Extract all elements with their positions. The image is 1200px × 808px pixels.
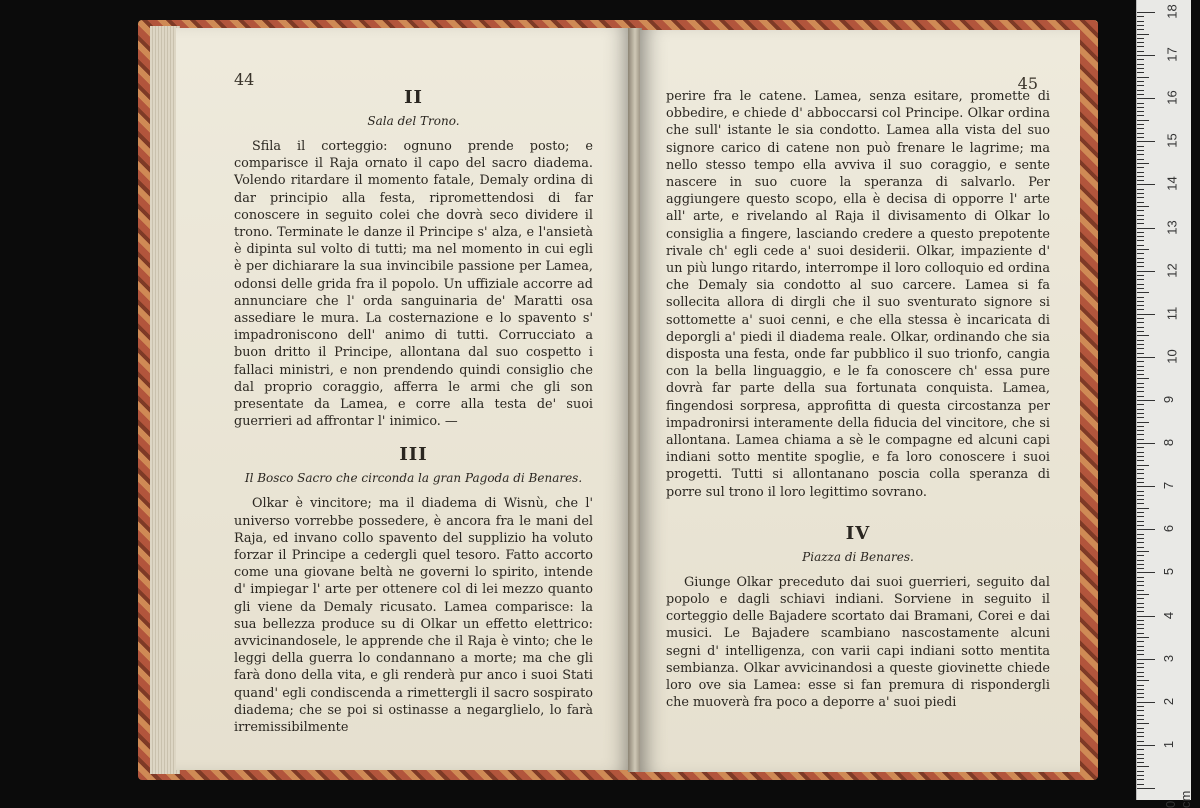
ruler-tick	[1137, 736, 1144, 737]
ruler-tick	[1137, 482, 1144, 483]
ruler-label: 16	[1164, 90, 1180, 105]
ruler-label: 7	[1161, 482, 1177, 490]
page-number: 44	[234, 70, 255, 89]
ruler-tick	[1137, 322, 1144, 323]
ruler-tick	[1137, 723, 1149, 724]
ruler-tick	[1137, 788, 1155, 789]
section-text: Sfila il corteggio: ognuno prende posto; e comparisce il Raja ornato il capo del sacro diadema. Volendo ritardare il momento fatale, Demaly ordina di dar principio alla festa, ripromettendosi di far conoscere in seguito colei che dovrà seco dividere il trono. Terminate le danze il Principe s' alza, e l'ansietà è dipinta sul volto di tutti; ma nel momento in cui egli è per dichiarare la sua invincibile passione per Lamea, odonsi delle grida fra il popolo. Un uffiziale accorre ad annunciare che l' orda sanguinaria de' Maratti osa assediare le mura. La costernazione e lo spavento s' impadroniscono dell' animo di tutti. Corrucciato a buon dritto il Principe, allontana dal suo cospetto i fallaci ministri, e non prendendo quindi consiglio che dal proprio coraggio, afferra le armi che gli son presentate da Lamea, e corre alla testa de' suoi guerrieri ad affrontar l' inimico. —	[234, 139, 593, 430]
ruler-tick	[1137, 184, 1155, 185]
ruler-tick	[1137, 784, 1144, 785]
ruler-tick	[1137, 167, 1144, 168]
ruler-tick	[1137, 603, 1144, 604]
ruler-tick	[1137, 240, 1144, 241]
section-text: Olkar è vincitore; ma il diadema di Wisnù, che l' universo vorrebbe possedere, è ancora fra le mani del Raja, ed invano collo spavento del supplizio ha voluto forzar il Principe a cedergli quel tesoro. Fatto accorto come una giovane beltà ne governi lo spirito, intende d' impiegar l' arte per ottenere col di lei mezzo quanto gli viene da Demaly ricusato. Lamea comparisce: la sua bellezza produce su di Olkar un effetto elettrico: avvicinandosele, le apprende che il Raja è vinto; che le leggi della guerra lo condannano a morte; ma che gli farà dono della vita, e gli renderà pur anco i suoi Stati quand' egli condiscenda a rimettergli il sacro sospirato diadema; che se poi si ostinasse a negarglielo, lo farà irremissibilmente	[234, 496, 593, 736]
ruler-tick	[1137, 616, 1155, 617]
ruler-tick	[1137, 512, 1144, 513]
ruler-tick	[1137, 620, 1144, 621]
ruler-tick	[1137, 253, 1144, 254]
ruler-label: 3	[1161, 654, 1177, 662]
ruler-tick	[1137, 547, 1144, 548]
ruler-tick	[1137, 146, 1144, 147]
ruler-label: 17	[1164, 47, 1180, 62]
ruler-tick	[1137, 141, 1155, 142]
ruler-tick	[1137, 473, 1144, 474]
ruler-tick	[1137, 297, 1144, 298]
ruler-tick	[1137, 667, 1144, 668]
ruler-tick	[1137, 120, 1149, 121]
ruler-tick	[1137, 508, 1149, 509]
ruler-tick	[1137, 210, 1144, 211]
ruler-tick	[1137, 133, 1144, 134]
left-page	[176, 28, 631, 770]
ruler-tick	[1137, 29, 1144, 30]
ruler-tick	[1137, 327, 1144, 328]
ruler-tick	[1137, 55, 1155, 56]
right-page	[640, 30, 1080, 772]
ruler-tick	[1137, 499, 1144, 500]
ruler-tick	[1137, 77, 1149, 78]
ruler-tick	[1137, 197, 1144, 198]
ruler-tick	[1137, 249, 1149, 250]
ruler-tick	[1137, 542, 1144, 543]
ruler-tick	[1137, 741, 1144, 742]
measurement-ruler	[1136, 0, 1193, 808]
ruler-tick	[1137, 434, 1144, 435]
ruler-tick	[1137, 754, 1144, 755]
ruler-label: 15	[1164, 133, 1180, 149]
ruler-tick	[1137, 38, 1144, 39]
ruler-tick	[1137, 245, 1144, 246]
ruler-tick	[1137, 650, 1144, 651]
ruler-tick	[1137, 107, 1144, 108]
ruler-label: 1	[1161, 740, 1177, 748]
ruler-tick	[1137, 219, 1144, 220]
ruler-tick	[1137, 465, 1149, 466]
ruler-tick	[1137, 478, 1144, 479]
ruler-tick	[1137, 335, 1149, 336]
ruler-label: 2	[1161, 697, 1177, 705]
ruler-tick	[1137, 641, 1144, 642]
ruler-label: 10	[1164, 349, 1180, 364]
ruler-tick	[1137, 710, 1144, 711]
ruler-tick	[1137, 223, 1144, 224]
ruler-tick	[1137, 719, 1144, 720]
ruler-tick	[1137, 426, 1144, 427]
ruler-tick	[1137, 728, 1144, 729]
ruler-tick	[1137, 577, 1144, 578]
ruler-tick	[1137, 228, 1155, 229]
ruler-label: 11	[1164, 306, 1180, 321]
ruler-tick	[1137, 366, 1144, 367]
ruler-tick	[1137, 262, 1144, 263]
ruler-tick	[1137, 732, 1144, 733]
ruler-tick	[1137, 758, 1144, 759]
ruler-tick	[1137, 21, 1144, 22]
ruler-tick	[1137, 607, 1144, 608]
ruler-tick	[1137, 422, 1149, 423]
ruler-tick	[1137, 430, 1144, 431]
ruler-tick	[1137, 637, 1149, 638]
ruler-tick	[1137, 585, 1144, 586]
ruler-tick	[1137, 624, 1144, 625]
ruler-tick	[1137, 391, 1144, 392]
ruler-tick	[1137, 572, 1155, 573]
ruler-tick	[1137, 598, 1144, 599]
ruler-tick	[1137, 288, 1144, 289]
ruler-tick	[1137, 564, 1144, 565]
ruler-tick	[1137, 42, 1144, 43]
ruler-tick	[1137, 702, 1155, 703]
ruler-label: 14	[1164, 176, 1180, 192]
ruler-tick	[1137, 706, 1144, 707]
ruler-tick	[1137, 594, 1149, 595]
ruler-tick	[1137, 128, 1144, 129]
continuation-text: perire fra le catene. Lamea, senza esitare, promette di obbedire, e chiede d' abboccarsi col Principe. Olkar ordina che sull' istante le sia condotto. Lamea alla vista del suo signore carico di catene non può frenare le lagrime; ma nello stesso tempo ella avviva il suo coraggio, e sente nascere in suo cuore la speranza di salvarlo. Per aggiungere questo scopo, ella è decisa di opporre l' arte all' arte, e rivelando al Raja il divisamento di Olkar lo consiglia a fingere, lasciando credere a questo prepotente rivale ch' egli cede a' suoi desiderii. Olkar, impaziente d' un più lungo ritardo, interrompe il loro colloquio ed ordina che Demaly sia condotto al suo carcere. Lamea si fa sollecita allora di dirgli che il suo sventurato signore si sottomette a' suoi cenni, e che ella stessa è incaricata di deporgli a' piedi il diadema reale. Olkar, ordinando che sia disposta una festa, onde far pubblico il suo trionfo, cangia con la bella linguaggio, e le fa conoscere ch' essa pure dovrà far parte della sua fortunata conquista. Lamea, fingendosi sorpresa, approfitta di questa circostanza per impadronirsi interamente della fiducia del vincitore, che si allontana. Lamea chiama a sè le compagne ed alcuni capi indiani sotto mentite spoglie, e fa loro conoscere i suoi progetti. Tutti si allontanano poscia colla speranza di porre sul trono il loro legittimo sovrano.	[666, 89, 1050, 500]
ruler-tick	[1137, 172, 1144, 173]
ruler-tick	[1137, 232, 1144, 233]
ruler-tick	[1137, 81, 1144, 82]
ruler-tick	[1137, 271, 1155, 272]
ruler-label: 6	[1161, 525, 1177, 533]
ruler-tick	[1137, 396, 1144, 397]
ruler-tick	[1137, 628, 1144, 629]
ruler-tick	[1137, 775, 1144, 776]
ruler-tick	[1137, 318, 1144, 319]
ruler-tick	[1137, 189, 1144, 190]
ruler-tick	[1137, 516, 1144, 517]
ruler-tick	[1137, 68, 1144, 69]
section-heading: III	[399, 444, 428, 466]
ruler-tick	[1137, 314, 1155, 315]
ruler-label: 0 cm	[1163, 790, 1193, 808]
ruler-tick	[1137, 443, 1155, 444]
ruler-tick	[1137, 469, 1144, 470]
ruler-tick	[1137, 447, 1144, 448]
ruler-tick	[1137, 590, 1144, 591]
ruler-tick	[1137, 538, 1144, 539]
section-text: Giunge Olkar preceduto dai suoi guerrieri, seguito dal popolo e dagli schiavi indiani. Sorviene in seguito il corteggio delle Bajadere scortato dai Bramani, Corei e dai musici. Le Bajadere scambiano nascostamente alcuni segni d' intelligenza, con varii capi indiani sotto mentita sembianza. Olkar avvicinandosi a queste giovinette chiede loro ove sia Lamea: esse si fan premura di rispondergli che muoverà fra poco a deporre a' suoi piedi	[666, 574, 1050, 711]
ruler-tick	[1137, 551, 1149, 552]
ruler-tick	[1137, 689, 1144, 690]
ruler-tick	[1137, 137, 1144, 138]
ruler-tick	[1137, 685, 1144, 686]
ruler-tick	[1137, 163, 1149, 164]
section-heading: II	[404, 87, 423, 108]
ruler-tick	[1137, 150, 1144, 151]
ruler-tick	[1137, 292, 1149, 293]
ruler-tick	[1137, 16, 1144, 17]
section-heading: IV	[845, 522, 871, 544]
ruler-tick	[1137, 404, 1144, 405]
ruler-tick	[1137, 560, 1144, 561]
ruler-tick	[1137, 663, 1144, 664]
ruler-tick	[1137, 34, 1149, 35]
ruler-tick	[1137, 495, 1144, 496]
ruler-tick	[1137, 193, 1144, 194]
ruler-tick	[1137, 452, 1144, 453]
ruler-label: 18	[1164, 4, 1180, 19]
ruler-tick	[1137, 331, 1144, 332]
ruler-tick	[1137, 305, 1144, 306]
ruler-tick	[1137, 103, 1144, 104]
ruler-tick	[1137, 762, 1144, 763]
ruler-tick	[1137, 90, 1144, 91]
ruler-tick	[1137, 611, 1144, 612]
ruler-tick	[1137, 154, 1144, 155]
ruler-tick	[1137, 98, 1155, 99]
ruler-tick	[1137, 284, 1144, 285]
ruler-tick	[1137, 417, 1144, 418]
ruler-tick	[1137, 555, 1144, 556]
ruler-tick	[1137, 676, 1144, 677]
page-number: 45	[1017, 74, 1038, 93]
ruler-tick	[1137, 378, 1149, 379]
ruler-label: 5	[1161, 568, 1177, 576]
ruler-tick	[1137, 344, 1144, 345]
ruler-tick	[1137, 745, 1155, 746]
ruler-tick	[1137, 124, 1144, 125]
ruler-tick	[1137, 357, 1155, 358]
ruler-tick	[1137, 348, 1144, 349]
ruler-tick	[1137, 361, 1144, 362]
ruler-tick	[1137, 64, 1144, 65]
ruler-tick	[1137, 646, 1144, 647]
ruler-tick	[1137, 370, 1144, 371]
ruler-tick	[1137, 659, 1155, 660]
ruler-tick	[1137, 46, 1144, 47]
ruler-tick	[1137, 771, 1144, 772]
ruler-tick	[1137, 309, 1144, 310]
ruler-tick	[1137, 180, 1144, 181]
ruler-tick	[1137, 301, 1144, 302]
ruler-tick	[1137, 654, 1144, 655]
ruler-tick	[1137, 529, 1155, 530]
ruler-tick	[1137, 503, 1144, 504]
ruler-tick	[1137, 59, 1144, 60]
section-subtitle: Il Bosco Sacro che circonda la gran Pagoda di Benares.	[244, 471, 583, 486]
ruler-tick	[1137, 534, 1144, 535]
ruler-tick	[1137, 486, 1155, 487]
ruler-tick	[1137, 521, 1144, 522]
ruler-tick	[1137, 766, 1149, 767]
ruler-tick	[1137, 439, 1144, 440]
ruler-tick	[1137, 236, 1144, 237]
ruler-label: 4	[1161, 611, 1177, 619]
ruler-tick	[1137, 202, 1144, 203]
ruler-tick	[1137, 266, 1144, 267]
ruler-tick	[1137, 111, 1144, 112]
ruler-tick	[1137, 159, 1144, 160]
ruler-tick	[1137, 387, 1144, 388]
ruler-tick	[1137, 581, 1144, 582]
ruler-tick	[1137, 409, 1144, 410]
ruler-tick	[1137, 353, 1144, 354]
ruler-tick	[1137, 383, 1144, 384]
ruler-tick	[1137, 51, 1144, 52]
ruler-tick	[1137, 400, 1155, 401]
ruler-tick	[1137, 94, 1144, 95]
section-subtitle: Sala del Trono.	[367, 114, 460, 128]
ruler-tick	[1137, 176, 1144, 177]
ruler-tick	[1137, 279, 1144, 280]
ruler-tick	[1137, 206, 1149, 207]
ruler-label: 12	[1164, 262, 1180, 278]
ruler-label: 8	[1161, 438, 1177, 447]
ruler-tick	[1137, 672, 1144, 673]
ruler-tick	[1137, 275, 1144, 276]
ruler-tick	[1137, 779, 1144, 780]
ruler-tick	[1137, 413, 1144, 414]
ruler-tick	[1137, 568, 1144, 569]
ruler-tick	[1137, 460, 1144, 461]
ruler-tick	[1137, 456, 1144, 457]
ruler-tick	[1137, 340, 1144, 341]
ruler-tick	[1137, 525, 1144, 526]
ruler-tick	[1137, 749, 1144, 750]
ruler-tick	[1137, 633, 1144, 634]
ruler-tick	[1137, 693, 1144, 694]
ruler-tick	[1137, 85, 1144, 86]
ruler-tick	[1137, 72, 1144, 73]
ruler-tick	[1137, 697, 1144, 698]
ruler-tick	[1137, 215, 1144, 216]
ruler-tick	[1137, 491, 1144, 492]
ruler-tick	[1137, 25, 1144, 26]
ruler-tick	[1137, 680, 1149, 681]
ruler-label: 9	[1161, 395, 1177, 404]
ruler-tick	[1137, 12, 1155, 13]
ruler-tick	[1137, 374, 1144, 375]
section-subtitle: Piazza di Benares.	[802, 549, 914, 564]
ruler-tick	[1137, 115, 1144, 116]
ruler-tick	[1137, 715, 1144, 716]
ruler-label: 13	[1164, 219, 1180, 235]
ruler-tick	[1137, 258, 1144, 259]
